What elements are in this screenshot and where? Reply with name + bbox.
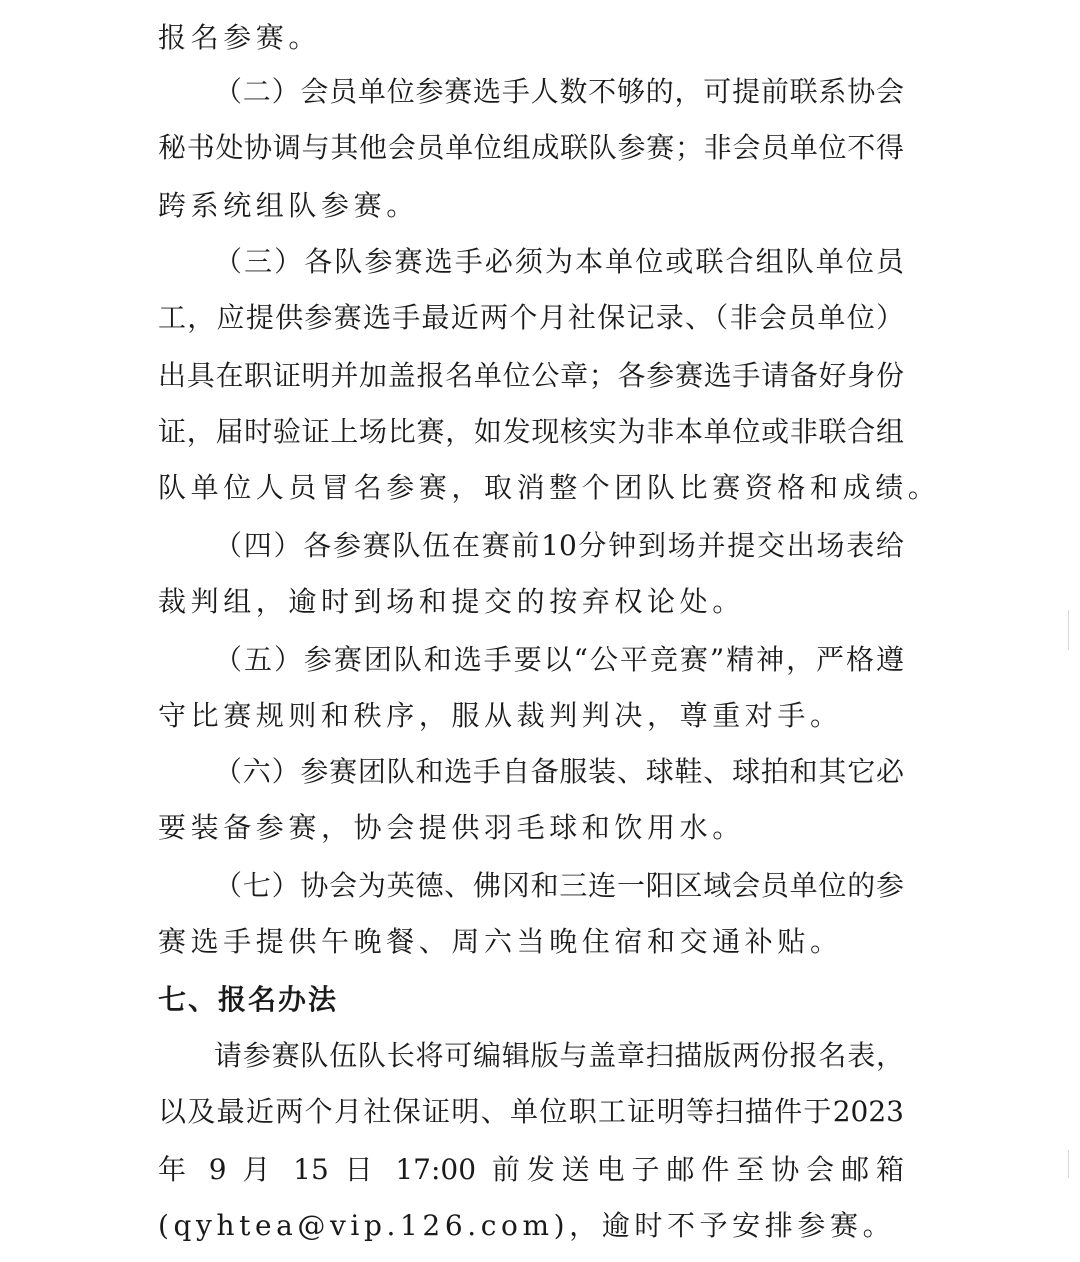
text-line-10: （四）各参赛队伍在赛前10分钟到场并提交出场表给 — [214, 529, 904, 562]
text-line-5: （三）各队参赛选手必须为本单位或联合组队单位员 — [214, 245, 904, 278]
text-line-14: （六）参赛团队和选手自备服装、球鞋、球拍和其它必 — [214, 755, 904, 788]
text-line-16: （七）协会为英德、佛冈和三连一阳区域会员单位的参 — [214, 869, 904, 902]
text-line-2: （二）会员单位参赛选手人数不够的，可提前联系协会 — [214, 75, 904, 108]
text-line-15: 要装备参赛，协会提供羽毛球和饮用水。 — [158, 811, 745, 844]
text-line-3: 秘书处协调与其他会员单位组成联队参赛；非会员单位不得 — [158, 131, 904, 164]
text-line-12: （五）参赛团队和选手要以“公平竞赛”精神，严格遵 — [214, 643, 904, 676]
text-line-22: (qyhtea@vip.126.com)，逾时不予安排参赛。 — [158, 1209, 896, 1242]
text-line-7: 出具在职证明并加盖报名单位公章；各参赛选手请备好身份 — [158, 359, 904, 392]
text-line-20: 以及最近两个月社保证明、单位职工证明等扫描件于2023 — [158, 1095, 904, 1128]
text-line-21: 年 9 月 15 日 17:00 前发送电子邮件至协会邮箱 — [158, 1153, 904, 1186]
text-line-1: 报名参赛。 — [158, 21, 322, 54]
scan-edge-mark — [1068, 610, 1069, 650]
scan-edge-mark-lower — [1068, 1150, 1069, 1178]
text-line-19: 请参赛队伍队长将可编辑版与盖章扫描版两份报名表， — [214, 1039, 904, 1072]
text-line-9: 队单位人员冒名参赛，取消整个团队比赛资格和成绩。 — [158, 471, 941, 504]
text-line-13: 守比赛规则和秩序，服从裁判判决，尊重对手。 — [158, 699, 843, 732]
text-line-8: 证，届时验证上场比赛，如发现核实为非本单位或非联合组 — [158, 415, 904, 448]
text-line-6: 工，应提供参赛选手最近两个月社保记录、（非会员单位） — [158, 301, 904, 334]
text-line-17: 赛选手提供午晚餐、周六当晚住宿和交通补贴。 — [158, 925, 843, 958]
text-line-4: 跨系统组队参赛。 — [158, 189, 419, 222]
section-heading: 七、报名办法 — [158, 983, 339, 1016]
text-line-11: 裁判组，逾时到场和提交的按弃权论处。 — [158, 585, 745, 618]
